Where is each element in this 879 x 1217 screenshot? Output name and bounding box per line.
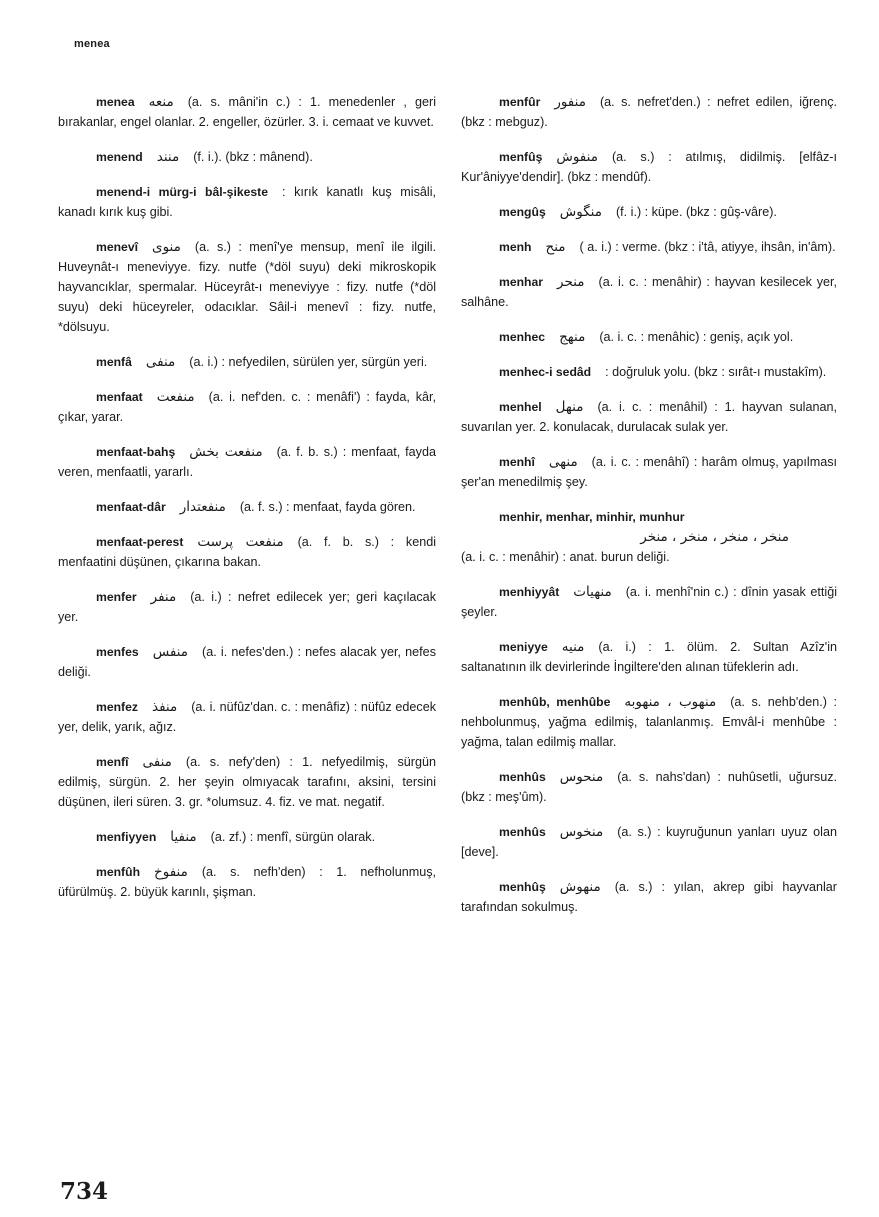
entry-headword: menfaat — [96, 390, 143, 404]
dictionary-entry — [58, 352, 436, 372]
entry-headword: meniyye — [499, 640, 548, 654]
entry-definition: (a. i. c. : menâhil) : 1. hayvan sulanan, suvarılan yer. 2. konulacak, durulacak sulak yer. — [461, 400, 837, 434]
entry-definition: (f. i.). (bkz : mânend). — [193, 150, 313, 164]
entry-headword: menhec — [499, 330, 546, 344]
entry-headword: menhec-i sedâd — [499, 365, 592, 379]
entry-headword: menfî — [96, 755, 129, 769]
entry-headword: menhel — [499, 400, 542, 414]
dictionary-entry — [58, 182, 436, 222]
entry-headword: menfaat-perest — [96, 535, 184, 549]
entry-arabic-script: منهج — [559, 329, 586, 345]
entry-definition: (a. i. c. : menâhic) : geniş, açık yol. — [599, 330, 794, 344]
entry-headword: menhûş — [499, 880, 546, 894]
dictionary-entry — [461, 582, 837, 622]
entry-headword: menfûh — [96, 865, 141, 879]
dictionary-entry — [58, 697, 436, 737]
dictionary-entry — [461, 637, 837, 677]
running-header: menea — [74, 38, 110, 50]
entry-arabic-script: منفر — [150, 589, 177, 605]
dictionary-entry — [461, 822, 837, 862]
entry-arabic-script: منفيا — [170, 829, 197, 845]
entry-headword: menend — [96, 150, 143, 164]
dictionary-entry — [58, 587, 436, 627]
entry-arabic-script: منفور — [554, 94, 586, 110]
left-column — [58, 92, 436, 917]
entry-arabic-script: منحوس — [559, 769, 604, 785]
entry-definition: (a. i. menhî'nin c.) : dînin yasak ettiği şeyler. — [461, 585, 837, 619]
entry-headword: menhûb, menhûbe — [499, 695, 611, 709]
entry-definition: (a. i.) : nefyedilen, sürülen yer, sürgün yeri. — [189, 355, 428, 369]
entry-definition: (a. s. nefy'den) : 1. nefyedilmiş, sürgün edilmiş, sürgün. 2. her şeyin olmıyacak tarafını, aksini, tersini düşünen, ileri süren. 3. gr. *olumsuz. 4. fiz. ve mat. negatif. — [58, 755, 436, 809]
entry-arabic-script: منفعت بخش — [189, 444, 263, 460]
entry-arabic-script: منهوب ، منهوبه — [624, 694, 717, 710]
entry-arabic-script: منهوش — [559, 879, 601, 895]
entry-arabic-script: منوى — [152, 239, 181, 255]
dictionary-entry — [461, 272, 837, 312]
entry-definition: (a. zf.) : menfî, sürgün olarak. — [210, 830, 376, 844]
entry-definition: (a. f. b. s.) : kendi menfaatini düşünen, çıkarına bakan. — [58, 535, 436, 569]
entry-definition: : kırık kanatlı kuş misâli, kanadı kırık kuş gibi. — [58, 185, 436, 219]
dictionary-entry — [58, 92, 436, 132]
right-column — [461, 92, 837, 932]
dictionary-entry — [58, 532, 436, 572]
entry-definition: (a. i. c. : menâhî) : harâm olmuş, yapılması şer'an menedilmiş şey. — [461, 455, 837, 489]
entry-definition: (a. s.) : menî'ye mensup, menî ile ilgili. Huveynât-ı meneviyye. fizy. nutfe (*döl suyu) deki mikroskopik hayvancıklar, spermalar. Hüceyrât-ı meneviyye : fizy. nutfe (*döl suyu) deki hüceyreler, odacıklar. Sâil-i menevî : fizy. nutfe, *dölsuyu. — [58, 240, 436, 334]
entry-headword: menfiyyen — [96, 830, 157, 844]
dictionary-entry — [58, 147, 436, 167]
entry-headword: menfez — [96, 700, 138, 714]
entry-definition: (a. f. s.) : menfaat, fayda gören. — [239, 500, 416, 514]
dictionary-entry — [58, 862, 436, 902]
entry-arabic-script: منهى — [548, 454, 578, 470]
dictionary-entry — [461, 147, 837, 187]
entry-arabic-script: منفوش — [556, 149, 598, 165]
entry-arabic-script: منفعت — [156, 389, 195, 405]
entry-headword: menfûş — [499, 150, 543, 164]
entry-arabic-script: منفعتدار — [179, 499, 226, 515]
entry-arabic-script: منحر — [557, 274, 585, 290]
entry-definition: (a. i. c. : menâhir) : anat. burun deliği. — [461, 550, 670, 564]
entry-headword: menevî — [96, 240, 139, 254]
entry-definition: (a. s. mâni'in c.) : 1. menedenler , geri bırakanlar, engel olanlar. 2. engeller, özürler. 3. i. cemaat ve kuvvet. — [58, 95, 436, 129]
dictionary-entry — [461, 877, 837, 917]
entry-arabic-script: منفى — [142, 754, 172, 770]
entry-arabic-script: منفعت پرست — [197, 534, 284, 550]
entry-arabic-script: منفوخ — [154, 864, 188, 880]
entry-definition: (a. s. nehb'den.) : nehbolunmuş, yağma edilmiş, talanlanmış. Emvâl-i menhûbe : yağma, talan edilmiş mallar. — [461, 695, 837, 749]
entry-headword: menfûr — [499, 95, 541, 109]
dictionary-entry — [461, 397, 837, 437]
entry-headword: menfes — [96, 645, 139, 659]
page-number: 734 — [60, 1178, 109, 1205]
entry-definition: (a. i.) : 1. ölüm. 2. Sultan Azîz'in saltanatının ilk devirlerinde İngiltere'den alınan tüfeklerin adı. — [461, 640, 837, 674]
dictionary-entry — [58, 752, 436, 812]
entry-arabic-script: منعه — [148, 94, 174, 110]
entry-headword: menh — [499, 240, 532, 254]
entry-headword: menfâ — [96, 355, 132, 369]
entry-headword: menhûs — [499, 825, 546, 839]
entry-definition: (a. s.) : kuyruğunun yanları uyuz olan [deve]. — [461, 825, 837, 859]
entry-arabic-script: منفس — [152, 644, 189, 660]
entry-definition: : doğruluk yolu. (bkz : sırât-ı mustakîm). — [605, 365, 827, 379]
entry-definition: (a. i.) : nefret edilecek yer; geri kaçılacak yer. — [58, 590, 436, 624]
entry-arabic-script: منفذ — [152, 699, 178, 715]
dictionary-entry — [58, 642, 436, 682]
entry-headword: menea — [96, 95, 135, 109]
entry-headword: menhir, menhar, minhir, munhur — [499, 510, 685, 524]
entry-definition: (a. i. nef'den. c. : menâfi') : fayda, kâr, çıkar, yarar. — [58, 390, 436, 424]
entry-headword: menhûs — [499, 770, 546, 784]
entry-headword: menfer — [96, 590, 137, 604]
entry-definition: ( a. i.) : verme. (bkz : i'tâ, atiyye, ihsân, in'âm). — [579, 240, 836, 254]
entry-arabic-script: منخوس — [559, 824, 604, 840]
entry-arabic-script: منگوش — [559, 204, 602, 220]
dictionary-entry — [461, 327, 837, 347]
dictionary-entry — [461, 692, 837, 752]
entry-definition: (a. s.) : atılmış, didilmiş. [elfâz-ı Kur'âniyye'dendir]. (bkz : mendûf). — [461, 150, 837, 184]
entry-headword: mengûş — [499, 205, 546, 219]
dictionary-entry — [58, 237, 436, 337]
dictionary-entry — [58, 387, 436, 427]
entry-definition: (a. i. nüfûz'dan. c. : menâfiz) : nüfûz edecek yer, delik, yarık, ağız. — [58, 700, 436, 734]
entry-arabic-script: منح — [545, 239, 566, 255]
entry-headword: menfaat-bahş — [96, 445, 176, 459]
dictionary-entry — [461, 767, 837, 807]
entry-definition: (a. i. c. : menâhir) : hayvan kesilecek yer, salhâne. — [461, 275, 837, 309]
dictionary-entry — [461, 237, 837, 257]
entry-arabic-script: منهل — [555, 399, 584, 415]
dictionary-entry — [461, 507, 837, 567]
dictionary-entry — [58, 442, 436, 482]
dictionary-entry — [461, 452, 837, 492]
entry-definition: (a. s. nahs'dan) : nuhûsetli, uğursuz. (bkz : meş'ûm). — [461, 770, 837, 804]
entry-definition: (f. i.) : küpe. (bkz : gûş-vâre). — [615, 205, 777, 219]
dictionary-entry — [58, 827, 436, 847]
entry-headword: menfaat-dâr — [96, 500, 166, 514]
entry-arabic-script: منفى — [145, 354, 176, 370]
entry-headword: menhar — [499, 275, 544, 289]
entry-headword: menend-i mürg-i bâl-şikeste — [96, 185, 269, 199]
entry-headword: menhî — [499, 455, 535, 469]
entry-headword: menhiyyât — [499, 585, 560, 599]
dictionary-entry — [461, 362, 837, 382]
dictionary-entry — [58, 497, 436, 517]
dictionary-entry — [461, 92, 837, 132]
entry-arabic-script: منهيات — [573, 584, 612, 600]
entry-arabic-script: منخر ، منخر ، منخر ، منخر — [640, 529, 789, 545]
entry-arabic-script: منيه — [561, 639, 585, 655]
entry-definition: (a. s. nefret'den.) : nefret edilen, iğrenç. (bkz : mebguz). — [461, 95, 837, 129]
entry-arabic-script: منند — [156, 149, 180, 165]
entry-definition: (a. f. b. s.) : menfaat, fayda veren, menfaatli, yararlı. — [58, 445, 436, 479]
dictionary-entry — [461, 202, 837, 222]
entry-definition: (a. s.) : yılan, akrep gibi hayvanlar tarafından sokulmuş. — [461, 880, 837, 914]
entry-definition: (a. i. nefes'den.) : nefes alacak yer, nefes deliği. — [58, 645, 436, 679]
entry-definition: (a. s. nefh'den) : 1. nefholunmuş, üfürülmüş. 2. büyük karınlı, şişman. — [58, 865, 436, 899]
